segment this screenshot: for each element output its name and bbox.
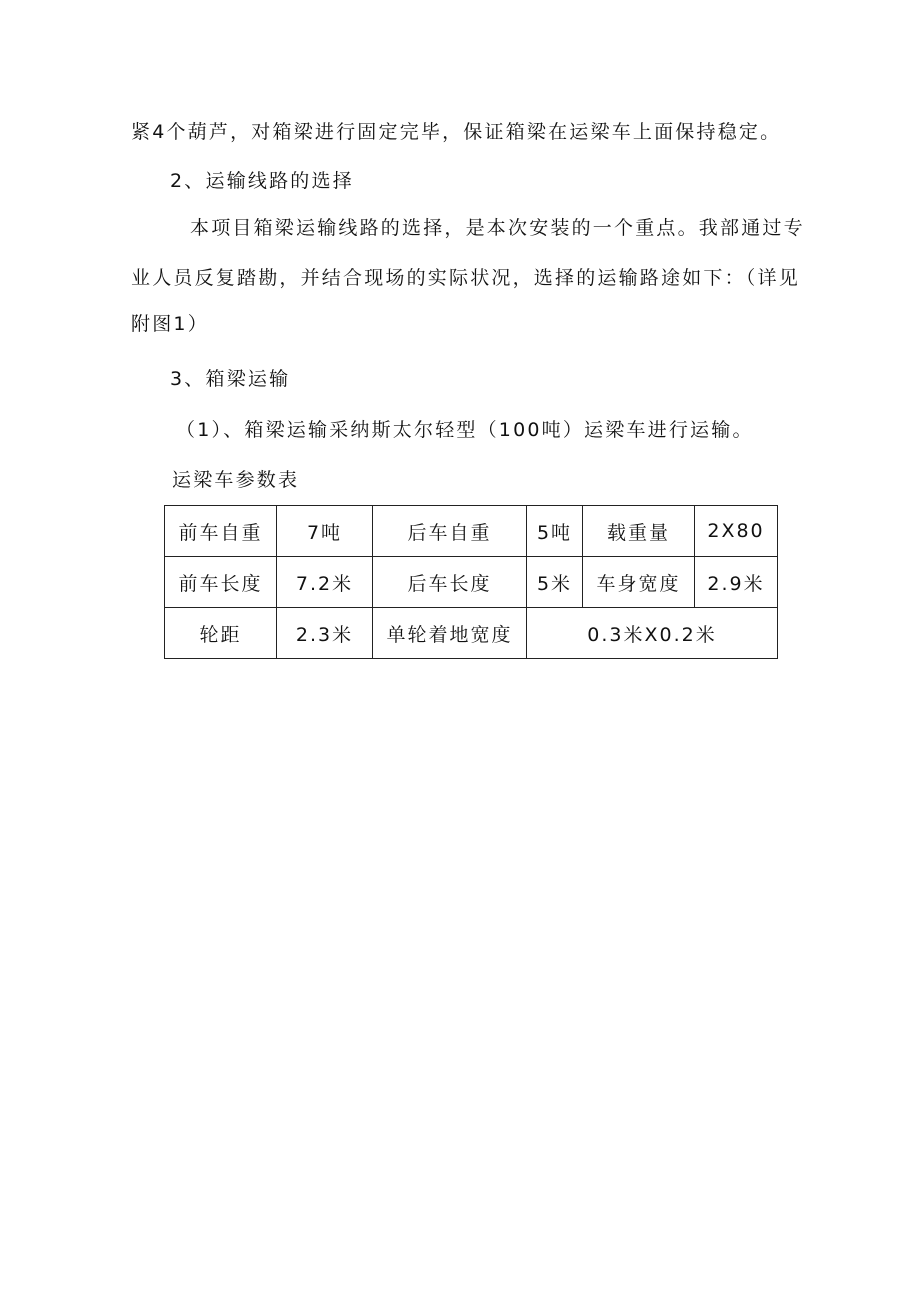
vehicle-parameters-table xyxy=(164,505,778,659)
table-cell-value: 2.3米 xyxy=(277,608,373,659)
table-cell-label: 前车长度 xyxy=(165,557,277,608)
table-cell-value: 5吨 xyxy=(527,506,583,557)
table-cell-value: 7.2米 xyxy=(277,557,373,608)
section-heading-transport: 3、箱梁运输 xyxy=(170,368,291,390)
table-cell-label: 前车自重 xyxy=(165,506,277,557)
table-cell-label: 后车长度 xyxy=(373,557,527,608)
paragraph-route-line-1: 本项目箱梁运输线路的选择，是本次安装的一个重点。我部通过专 xyxy=(190,217,805,239)
table-cell-label: 单轮着地宽度 xyxy=(373,608,527,659)
table-cell-label: 轮距 xyxy=(165,608,277,659)
paragraph-route-line-3: 附图1） xyxy=(131,313,209,335)
table-cell-value: 5米 xyxy=(527,557,583,608)
table-cell-value: 2.9米 xyxy=(695,557,778,608)
table-cell-value: 0.3米X0.2米 xyxy=(527,608,778,659)
table-cell-value: 2X80 xyxy=(695,506,778,557)
table-cell-label: 载重量 xyxy=(583,506,695,557)
table-row xyxy=(165,557,778,608)
table-cell-label: 车身宽度 xyxy=(583,557,695,608)
table-cell-value: 7吨 xyxy=(277,506,373,557)
paragraph-transport-vehicle: （1）、箱梁运输采纳斯太尔轻型（100吨）运梁车进行运输。 xyxy=(176,419,754,441)
paragraph-route-line-2: 业人员反复踏勘，并结合现场的实际状况，选择的运输路途如下：（详见 xyxy=(131,267,800,289)
table-cell-label: 后车自重 xyxy=(373,506,527,557)
section-heading-route: 2、运输线路的选择 xyxy=(170,170,354,192)
table-row xyxy=(165,506,778,557)
table-caption: 运梁车参数表 xyxy=(172,469,300,491)
paragraph-fixing: 紧4个葫芦，对箱梁进行固定完毕，保证箱梁在运梁车上面保持稳定。 xyxy=(131,121,782,143)
table-row xyxy=(165,608,778,659)
